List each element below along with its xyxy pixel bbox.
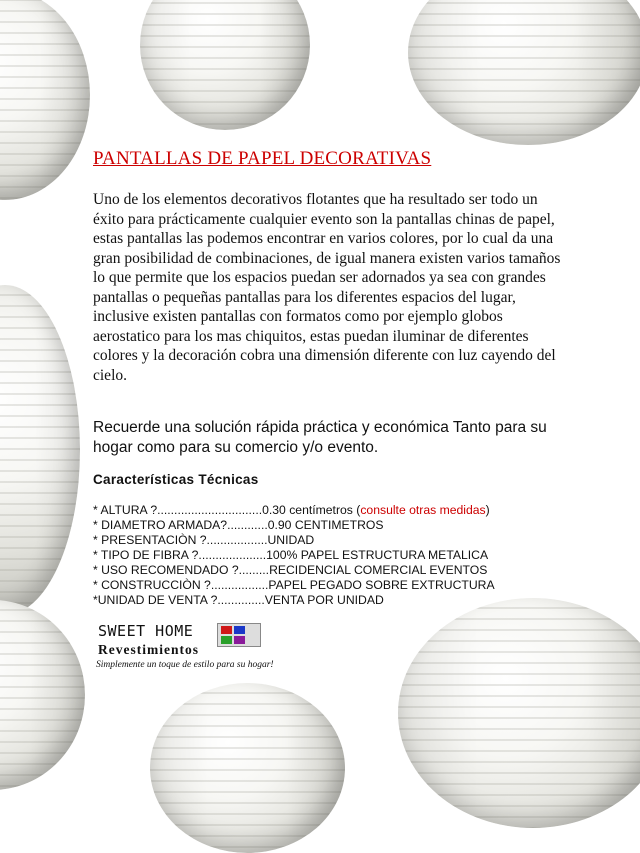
spec-label: * USO RECOMENDADO ?......... xyxy=(93,563,270,577)
spec-row-diameter xyxy=(93,518,495,533)
spec-label: * PRESENTACIÒN ?.................. xyxy=(93,533,268,547)
spec-row-presentation xyxy=(93,533,495,548)
spec-list xyxy=(93,503,495,608)
paper-lantern-bottom-right xyxy=(398,598,640,828)
spec-value: 0.30 centímetros ( xyxy=(262,503,361,517)
spec-value: VENTA POR UNIDAD xyxy=(264,593,384,607)
paper-lantern-bottom-center xyxy=(150,683,345,853)
spec-value: 100% PAPEL ESTRUCTURA METALICA xyxy=(266,548,489,562)
intro-paragraph: Uno de los elementos decorativos flotantes que ha resultado ser todo un éxito para prácticamente cualquier evento son la pantallas chinas de papel, estas pantallas las podemos encontrar en varios colores, por lo cual da una gran posibilidad de combinaciones, de igual manera existen varios tamaños lo que permite que los espacios puedan ser adornados ya sea con grandes pantallas o pequeñas pantallas para los diferentes espacios del lugar, inclusive existen pantallas con formatos como por ejemplo globos aerostatico para los mas chiquitos, estas puedan iluminar de diferentes colores y la decoración cobra una dimensión diferente con luz cayendo del cielo. xyxy=(93,191,561,384)
spec-label: *UNIDAD DE VENTA ?.............. xyxy=(93,593,265,607)
paper-lantern-bottom-left xyxy=(0,600,85,790)
spec-label: * CONSTRUCCIÒN ?................. xyxy=(93,578,269,592)
spec-label: * DIAMETRO ARMADA?............ xyxy=(93,518,268,532)
logo-brand-text: SWEET HOME xyxy=(98,622,194,640)
other-sizes-link[interactable]: consulte otras medidas xyxy=(360,503,486,517)
logo-color-squares-icon xyxy=(217,623,261,647)
spec-row-sale-unit xyxy=(93,593,495,608)
paper-lantern-top-right xyxy=(408,0,640,145)
paper-lantern-top-left xyxy=(0,0,90,200)
sweet-home-logo xyxy=(96,620,286,674)
summary-paragraph: Recuerde una solución rápida práctica y económica Tanto para su hogar como para su comercio y/o evento. xyxy=(93,419,547,456)
logo-slogan: Simplemente un toque de estilo para su hogar! xyxy=(96,660,274,670)
logo-subtitle: Revestimientos xyxy=(98,642,199,657)
spec-label: * ALTURA ?............................... xyxy=(93,503,263,517)
spec-value: RECIDENCIAL COMERCIAL EVENTOS xyxy=(269,563,488,577)
spec-row-construction xyxy=(93,578,495,593)
spec-label: * TIPO DE FIBRA ?.................... xyxy=(93,548,267,562)
logo-square-green xyxy=(221,636,232,644)
spec-value: PAPEL PEGADO SOBRE EXTRUCTURA xyxy=(268,578,495,592)
spec-value: UNIDAD xyxy=(267,533,315,547)
spec-value-close: ) xyxy=(485,503,490,517)
logo-square-blue xyxy=(234,626,245,634)
paper-lantern-top-center xyxy=(140,0,310,130)
spec-row-height xyxy=(93,503,495,518)
spec-value: 0.90 CENTIMETROS xyxy=(267,518,384,532)
spec-row-use xyxy=(93,563,495,578)
logo-square-red xyxy=(221,626,232,634)
page-title: PANTALLAS DE PAPEL DECORATIVAS xyxy=(93,148,432,169)
technical-heading: Características Técnicas xyxy=(93,472,259,487)
paper-lantern-mid-left xyxy=(0,285,80,615)
spec-row-fiber xyxy=(93,548,495,563)
logo-square-purple xyxy=(234,636,245,644)
